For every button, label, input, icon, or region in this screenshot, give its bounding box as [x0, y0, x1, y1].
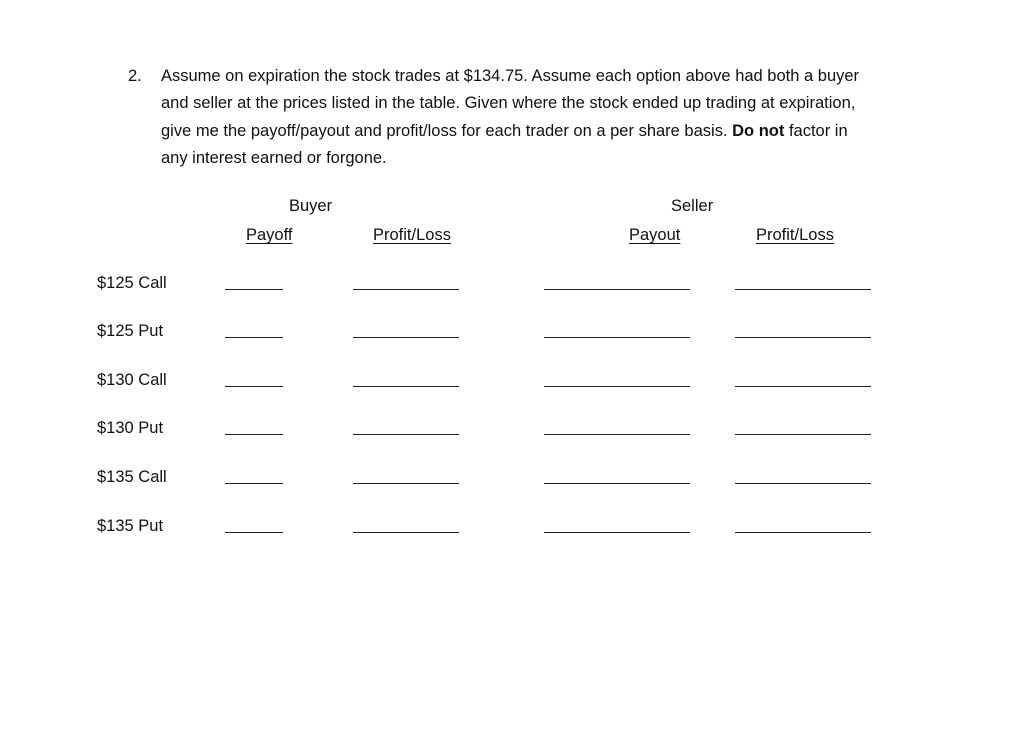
row-label-130-put: $130 Put — [97, 419, 164, 437]
blank-buyer-profit-loss[interactable] — [353, 434, 459, 435]
blank-seller-profit-loss[interactable] — [735, 337, 871, 338]
blank-seller-profit-loss[interactable] — [735, 483, 871, 484]
question-line-2: and seller at the prices listed in the table. Given where the stock ended up trading at expiration, — [161, 94, 856, 113]
blank-seller-profit-loss[interactable] — [735, 434, 871, 435]
blank-seller-profit-loss[interactable] — [735, 289, 871, 290]
blank-seller-payout[interactable] — [544, 434, 690, 435]
blank-buyer-payoff[interactable] — [225, 532, 283, 533]
blank-seller-profit-loss[interactable] — [735, 386, 871, 387]
question-line-1: Assume on expiration the stock trades at $134.75. Assume each option above had both a buyer — [161, 67, 860, 85]
row-label-130-call: $130 Call — [97, 371, 167, 389]
blank-seller-profit-loss[interactable] — [735, 532, 871, 533]
question-line-4: any interest earned or forgone. — [161, 148, 387, 167]
column-header-buyer-payoff: Payoff — [246, 226, 293, 244]
column-header-seller-payout: Payout — [629, 226, 681, 244]
column-header-seller-profit-loss: Profit/Loss — [756, 226, 834, 244]
blank-buyer-payoff[interactable] — [225, 386, 283, 387]
blank-buyer-payoff[interactable] — [225, 289, 283, 290]
blank-buyer-profit-loss[interactable] — [353, 386, 459, 387]
question-text — [161, 63, 931, 172]
blank-seller-payout[interactable] — [544, 532, 690, 533]
question-number: 2. — [128, 67, 142, 85]
blank-seller-payout[interactable] — [544, 483, 690, 484]
question-line-3-start: give me the payoff/payout and profit/loss for each trader on a per share basis. — [161, 121, 733, 140]
row-label-125-put: $125 Put — [97, 322, 164, 340]
blank-buyer-payoff[interactable] — [225, 434, 283, 435]
question-line-3 — [161, 118, 931, 145]
blank-seller-payout[interactable] — [544, 289, 690, 290]
row-label-135-call: $135 Call — [97, 468, 167, 486]
question-emphasis: Do not — [732, 121, 785, 140]
seller-group-header: Seller — [671, 197, 714, 215]
blank-buyer-profit-loss[interactable] — [353, 337, 459, 338]
blank-buyer-profit-loss[interactable] — [353, 532, 459, 533]
column-header-buyer-profit-loss: Profit/Loss — [373, 226, 451, 244]
question-line-3-end: factor in — [784, 121, 848, 140]
blank-buyer-profit-loss[interactable] — [353, 289, 459, 290]
blank-seller-payout[interactable] — [544, 386, 690, 387]
blank-buyer-payoff[interactable] — [225, 483, 283, 484]
blank-seller-payout[interactable] — [544, 337, 690, 338]
row-label-135-put: $135 Put — [97, 517, 164, 535]
blank-buyer-profit-loss[interactable] — [353, 483, 459, 484]
blank-buyer-payoff[interactable] — [225, 337, 283, 338]
buyer-group-header: Buyer — [289, 197, 333, 215]
row-label-125-call: $125 Call — [97, 274, 167, 292]
